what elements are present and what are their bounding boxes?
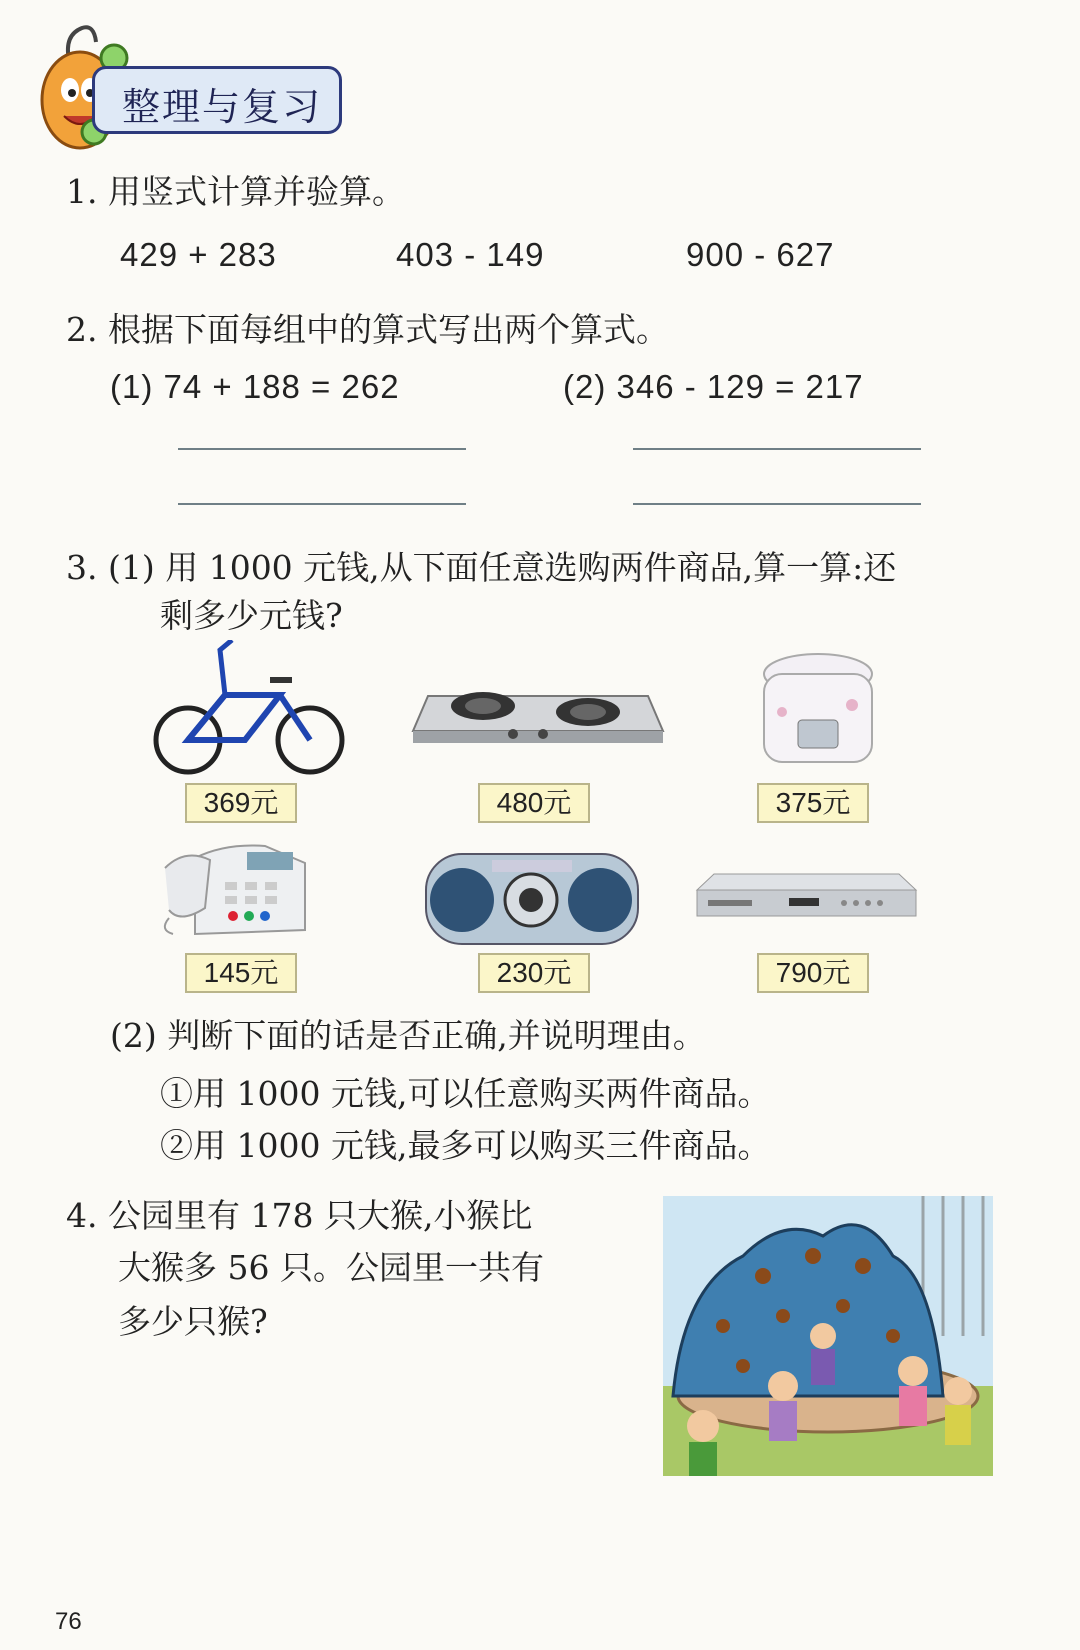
price-label: 369元 <box>185 783 297 823</box>
page-number: 76 <box>55 1608 82 1635</box>
gas-stove-icon <box>408 676 666 776</box>
page-title: 整理与复习 <box>122 85 323 129</box>
equation-1: (1) 74 + 188 = 262 <box>110 368 400 405</box>
answer-blank[interactable] <box>178 503 466 505</box>
expression-1: 429 + 283 <box>120 236 277 273</box>
equation-2: (2) 346 - 129 = 217 <box>563 368 864 405</box>
price-label: 480元 <box>478 783 590 823</box>
question-4-text-end: 多少只猴? <box>118 1302 268 1341</box>
answer-blank[interactable] <box>633 503 921 505</box>
question-1-text: 1. 用竖式计算并验算。 <box>66 172 405 211</box>
statement-2: ②用 1000 元钱,最多可以购买三件商品。 <box>160 1126 771 1165</box>
question-2-text: 2. 根据下面每组中的算式写出两个算式。 <box>66 310 669 349</box>
expression-3: 900 - 627 <box>686 236 835 273</box>
question-4-text: 4. 公园里有 178 只大猴,小猴比 <box>66 1196 533 1235</box>
monkey-park-illustration <box>663 1196 993 1476</box>
question-3-part-2: (2) 判断下面的话是否正确,并说明理由。 <box>110 1016 706 1055</box>
question-3-text-cont: 剩多少元钱? <box>160 596 343 635</box>
dvd-player-icon <box>694 870 919 922</box>
question-4-text-cont: 大猴多 56 只。公园里一共有 <box>118 1248 544 1287</box>
bicycle-icon <box>150 640 350 780</box>
answer-blank[interactable] <box>178 448 466 450</box>
price-label: 790元 <box>757 953 869 993</box>
question-3-text: 3. (1) 用 1000 元钱,从下面任意选购两件商品,算一算:还 <box>66 548 897 587</box>
answer-blank[interactable] <box>633 448 921 450</box>
expression-2: 403 - 149 <box>396 236 545 273</box>
radio-cassette-icon <box>422 842 642 950</box>
statement-1: ①用 1000 元钱,可以任意购买两件商品。 <box>160 1074 771 1113</box>
telephone-icon <box>155 838 310 942</box>
price-label: 145元 <box>185 953 297 993</box>
price-label: 230元 <box>478 953 590 993</box>
rice-cooker-icon <box>760 650 880 776</box>
price-label: 375元 <box>757 783 869 823</box>
